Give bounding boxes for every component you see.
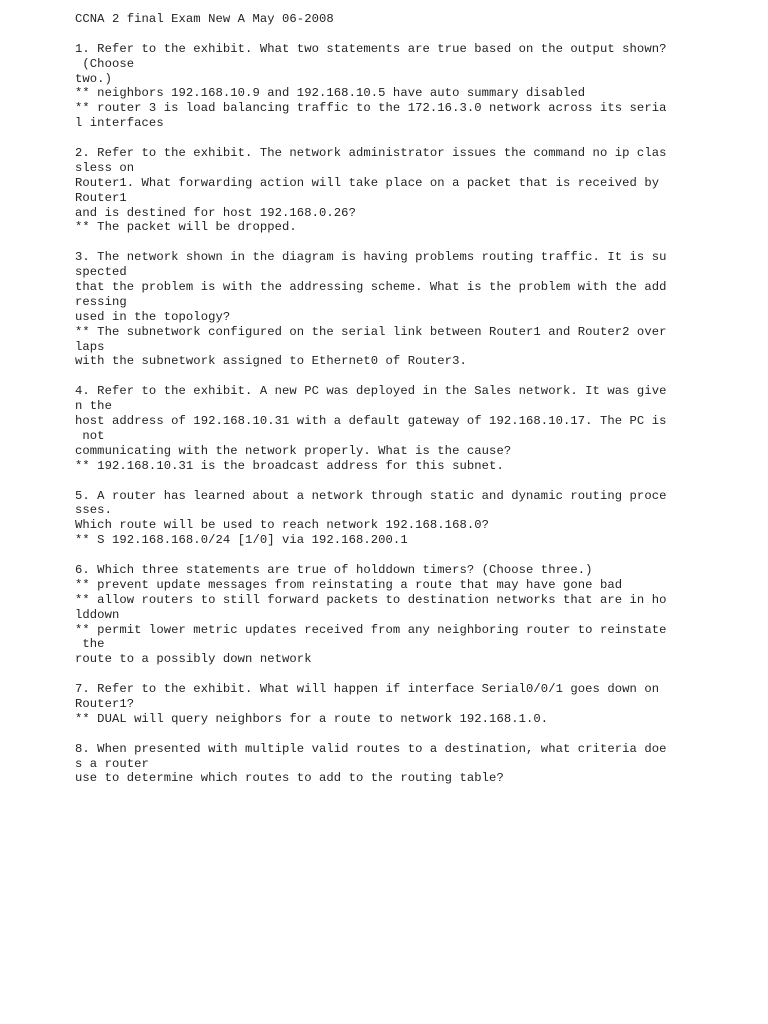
- answer-line: l interfaces: [75, 116, 164, 131]
- question-2: [75, 146, 685, 235]
- question-line: 3. The network shown in the diagram is having problems routing traffic. It is su: [75, 250, 667, 265]
- question-line: ressing: [75, 294, 127, 309]
- question-line: that the problem is with the addressing scheme. What is the problem with the add: [75, 280, 667, 295]
- answer-line: the: [75, 637, 105, 652]
- question-line: Router1: [75, 190, 127, 205]
- question-line: host address of 192.168.10.31 with a default gateway of 192.168.10.17. The PC is: [75, 414, 667, 429]
- question-3: [75, 250, 685, 369]
- answer-line: ** DUAL will query neighbors for a route to network 192.168.1.0.: [75, 711, 549, 726]
- answer-line: ** The packet will be dropped.: [75, 220, 297, 235]
- question-line: sless on: [75, 160, 135, 175]
- question-line: Which route will be used to reach network 192.168.168.0?: [75, 518, 490, 533]
- question-1: [75, 42, 685, 131]
- question-line: 7. Refer to the exhibit. What will happen if interface Serial0/0/1 goes down on: [75, 682, 660, 697]
- question-line: s a router: [75, 756, 149, 771]
- question-line: two.): [75, 71, 112, 86]
- question-line: 8. When presented with multiple valid routes to a destination, what criteria doe: [75, 741, 667, 756]
- answer-line: laps: [75, 339, 105, 354]
- answer-line: route to a possibly down network: [75, 652, 312, 667]
- question-line: sses.: [75, 503, 112, 518]
- question-5: [75, 489, 685, 549]
- answer-line: with the subnetwork assigned to Ethernet0 of Router3.: [75, 354, 467, 369]
- answer-line: ** neighbors 192.168.10.9 and 192.168.10.5 have auto summary disabled: [75, 86, 586, 101]
- answer-line: ** S 192.168.168.0/24 [1/0] via 192.168.200.1: [75, 533, 408, 548]
- question-line: n the: [75, 399, 112, 414]
- question-line: 1. Refer to the exhibit. What two statements are true based on the output shown?: [75, 41, 667, 56]
- answer-line: ** permit lower metric updates received from any neighboring router to reinstate: [75, 622, 667, 637]
- question-6: [75, 563, 685, 667]
- document-page: [75, 12, 685, 801]
- question-line: spected: [75, 265, 127, 280]
- question-line: 6. Which three statements are true of holddown timers? (Choose three.): [75, 562, 593, 577]
- answer-line: lddown: [75, 607, 120, 622]
- question-line: 2. Refer to the exhibit. The network administrator issues the command no ip clas: [75, 146, 667, 161]
- question-4: [75, 384, 685, 473]
- question-line: and is destined for host 192.168.0.26?: [75, 205, 356, 220]
- question-8: [75, 742, 685, 787]
- question-line: Router1. What forwarding action will take place on a packet that is received by: [75, 175, 660, 190]
- question-7: [75, 682, 685, 727]
- question-line: 5. A router has learned about a network through static and dynamic routing proce: [75, 488, 667, 503]
- question-line: not: [75, 428, 105, 443]
- answer-line: ** 192.168.10.31 is the broadcast address for this subnet.: [75, 458, 504, 473]
- question-line: communicating with the network properly. What is the cause?: [75, 443, 512, 458]
- question-line: Router1?: [75, 696, 135, 711]
- document-title: CCNA 2 final Exam New A May 06-2008: [75, 12, 334, 26]
- question-line: use to determine which routes to add to the routing table?: [75, 771, 504, 786]
- question-line: 4. Refer to the exhibit. A new PC was deployed in the Sales network. It was give: [75, 384, 667, 399]
- answer-line: ** router 3 is load balancing traffic to the 172.16.3.0 network across its seria: [75, 101, 667, 116]
- question-line: (Choose: [75, 56, 135, 71]
- answer-line: ** prevent update messages from reinstating a route that may have gone bad: [75, 577, 623, 592]
- question-line: used in the topology?: [75, 309, 231, 324]
- answer-line: ** allow routers to still forward packets to destination networks that are in ho: [75, 592, 667, 607]
- answer-line: ** The subnetwork configured on the serial link between Router1 and Router2 over: [75, 324, 667, 339]
